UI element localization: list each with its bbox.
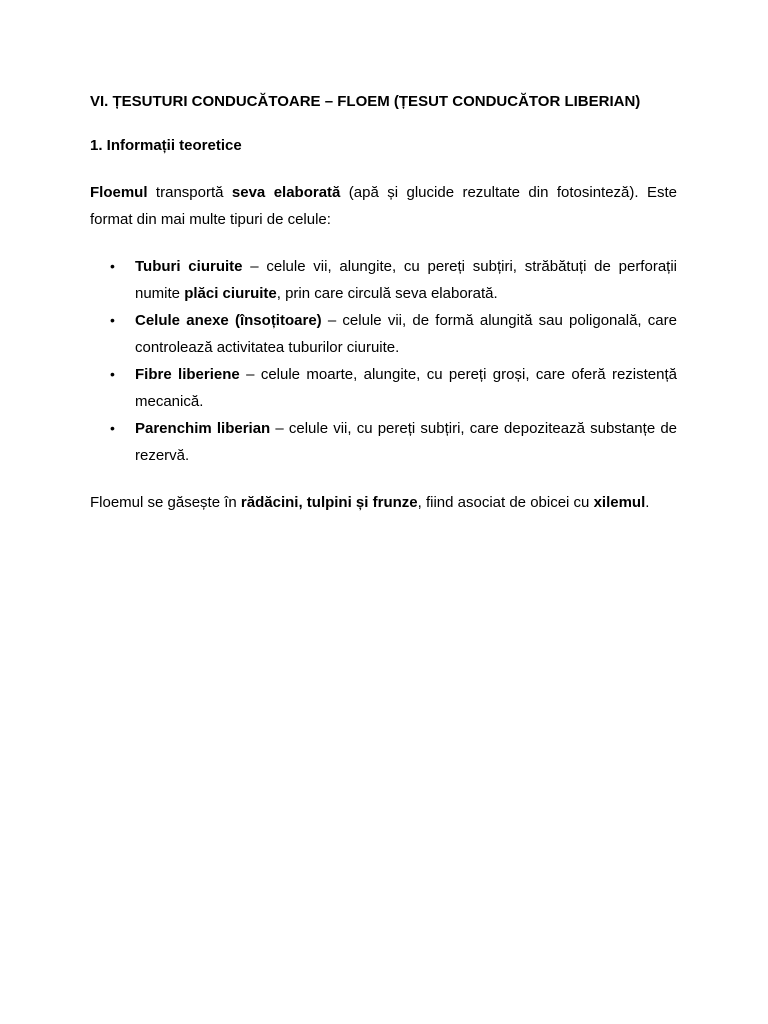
document-page xyxy=(90,92,677,516)
item-text: – celule vii, cu pereți subțiri, care depozitează substanțe de rezervă. xyxy=(135,420,677,464)
section-title: 1. Informații teoretice xyxy=(90,137,242,154)
closing-text-3: . xyxy=(645,494,650,511)
list-item xyxy=(90,307,677,361)
item-term: Celule anexe (însoțitoare) xyxy=(135,312,322,329)
bullet-icon: • xyxy=(110,420,115,436)
bullet-icon: • xyxy=(110,312,115,328)
intro-paragraph xyxy=(90,179,677,233)
item-term: Fibre liberiene xyxy=(135,366,240,383)
item-text-end: , prin care circulă seva elaborată. xyxy=(276,285,498,302)
closing-text-2: , fiind asociat de obicei cu xyxy=(417,494,594,511)
bullet-icon: • xyxy=(110,366,115,382)
item-term: Tuburi ciuruite xyxy=(135,258,243,275)
closing-bold-2: xilemul xyxy=(593,494,646,511)
intro-text-1: transportă xyxy=(147,184,232,201)
closing-paragraph xyxy=(90,489,677,516)
list-item xyxy=(90,415,677,469)
item-text: – celule vii, de formă alungită sau poligonală, care controlează activitatea tuburilor ciuruite. xyxy=(135,312,677,356)
closing-text-1: Floemul se găsește în xyxy=(90,494,241,511)
document-heading: VI. ȚESUTURI CONDUCĂTOARE – FLOEM (ȚESUT CONDUCĂTOR LIBERIAN) xyxy=(90,93,641,110)
item-term: Parenchim liberian xyxy=(135,420,271,437)
bullet-icon: • xyxy=(110,258,115,274)
item-bold: plăci ciuruite xyxy=(184,285,277,302)
item-text: – celule moarte, alungite, cu pereți groși, care oferă rezistență mecanică. xyxy=(135,366,677,410)
intro-term: Floemul xyxy=(90,184,148,201)
item-text: – celule vii, alungite, cu pereți subțiri, străbătuți de perforații numite xyxy=(135,258,677,302)
list-item xyxy=(90,253,677,307)
intro-text-2: (apă și glucide rezultate din fotosinteză). Este format din mai multe tipuri de celule: xyxy=(90,184,677,228)
closing-bold-1: rădăcini, tulpini și frunze xyxy=(240,494,418,511)
cell-types-list xyxy=(90,253,677,469)
intro-bold-2: seva elaborată xyxy=(231,184,341,201)
list-item xyxy=(90,361,677,415)
